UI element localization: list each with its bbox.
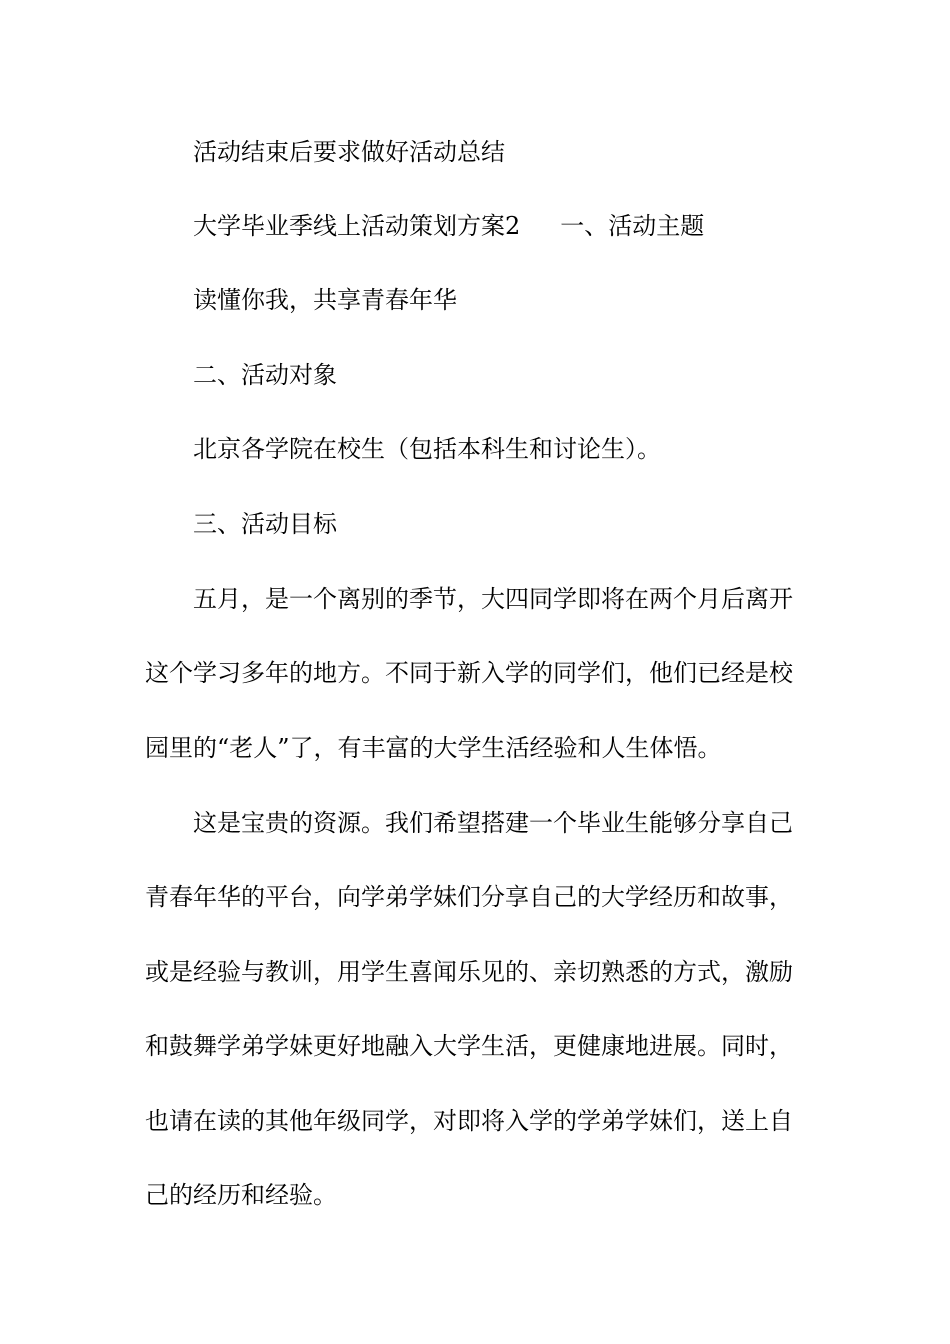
section-heading-theme: 一、活动主题 bbox=[560, 212, 705, 240]
section-heading-audience: 二、活动对象 bbox=[193, 361, 337, 389]
paragraph-line: 这是宝贵的资源。我们希望搭建一个毕业生能够分享自己 bbox=[193, 809, 793, 837]
text-line: 北京各学院在校生（包括本科生和讨论生）。 bbox=[193, 435, 661, 463]
paragraph-line: 己的经历和经验。 bbox=[145, 1181, 337, 1209]
plan-title: 大学毕业季线上活动策划方案2 bbox=[193, 212, 521, 240]
text-line: 读懂你我，共享青春年华 bbox=[193, 286, 457, 314]
paragraph-line: 这个学习多年的地方。不同于新入学的同学们，他们已经是校 bbox=[145, 659, 793, 687]
text-line: 活动结束后要求做好活动总结 bbox=[193, 138, 505, 166]
title-line bbox=[193, 211, 704, 241]
paragraph-line: 或是经验与教训，用学生喜闻乐见的、亲切熟悉的方式，激励 bbox=[145, 958, 793, 986]
section-heading-goals: 三、活动目标 bbox=[193, 510, 337, 538]
paragraph-line: 五月，是一个离别的季节，大四同学即将在两个月后离开 bbox=[193, 585, 793, 613]
paragraph-line: 园里的“老人”了，有丰富的大学生活经验和人生体悟。 bbox=[145, 734, 722, 762]
paragraph-line: 和鼓舞学弟学妹更好地融入大学生活，更健康地进展。同时， bbox=[145, 1032, 793, 1060]
paragraph-line: 也请在读的其他年级同学，对即将入学的学弟学妹们，送上自 bbox=[145, 1107, 793, 1135]
paragraph-line: 青春年华的平台，向学弟学妹们分享自己的大学经历和故事， bbox=[145, 883, 793, 911]
